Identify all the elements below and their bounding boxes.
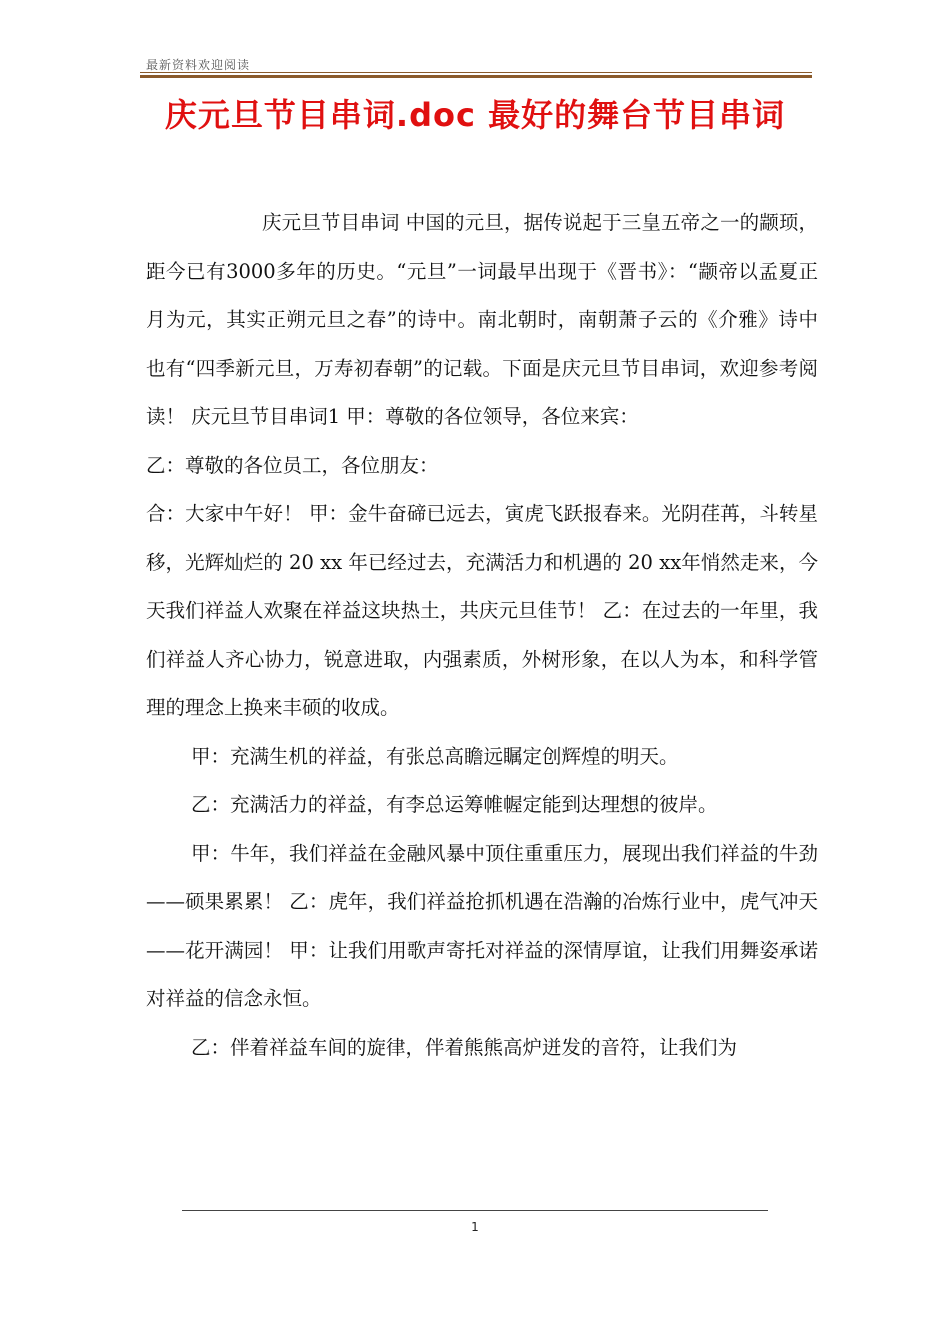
- paragraph-6: 甲：牛年，我们祥益在金融风暴中顶住重重压力，展现出我们祥益的牛劲——硕果累累！ 乙：虎年，我们祥益抢抓机遇在浩瀚的冶炼行业中，虎气冲天——花开满园！ 甲：让我们用歌声寄托对祥益的深情厚谊，让我们用舞姿承诺对祥益的信念永恒。: [146, 841, 818, 1010]
- header-divider-thick: [140, 75, 812, 78]
- header-caption: 最新资料欢迎阅读: [146, 58, 251, 72]
- document-body: [146, 199, 818, 1072]
- header-divider-thin: [140, 72, 812, 73]
- paragraph-5: 乙：充满活力的祥益，有李总运筹帷幄定能到达理想的彼岸。: [191, 793, 718, 816]
- paragraph-4: 甲：充满生机的祥益，有张总高瞻远瞩定创辉煌的明天。: [191, 744, 679, 768]
- page-number: 1: [471, 1220, 479, 1234]
- footer-divider: [182, 1210, 768, 1211]
- paragraph-2: 乙：尊敬的各位员工，各位朋友：: [146, 453, 439, 477]
- paragraph-intro: 庆元旦节目串词 中国的元旦，据传说起于三皇五帝之一的颛顼，距今已有3000多年的历史。“元旦”一词最早出现于《晋书》：“颛帝以孟夏正月为元，其实正朔元旦之春”的诗中。南北朝时，南朝萧子云的《介雅》诗中也有“四季新元旦，万寿初春朝”的记载。下面是庆元旦节目串词，欢迎参考阅读！ 庆元旦节目串词1 甲：尊敬的各位领导，各位来宾：: [146, 211, 818, 428]
- paragraph-7: 乙：伴着祥益车间的旋律，伴着熊熊高炉迸发的音符，让我们为: [191, 1035, 738, 1059]
- document-title: 庆元旦节目串词.doc 最好的舞台节目串词: [164, 96, 786, 134]
- paragraph-3: 合：大家中午好！ 甲：金牛奋碲已远去，寅虎飞跃报春来。光阴荏苒，斗转星移，光辉灿烂的 20 xx 年已经过去，充满活力和机遇的 20 xx年悄然走来，今天我们祥益人欢聚在祥益这块热土，共庆元旦佳节！ 乙：在过去的一年里，我们祥益人齐心协力，锐意进取，内强素质，外树形象，在以人为本，和科学管理的理念上换来丰硕的收成。: [146, 502, 818, 719]
